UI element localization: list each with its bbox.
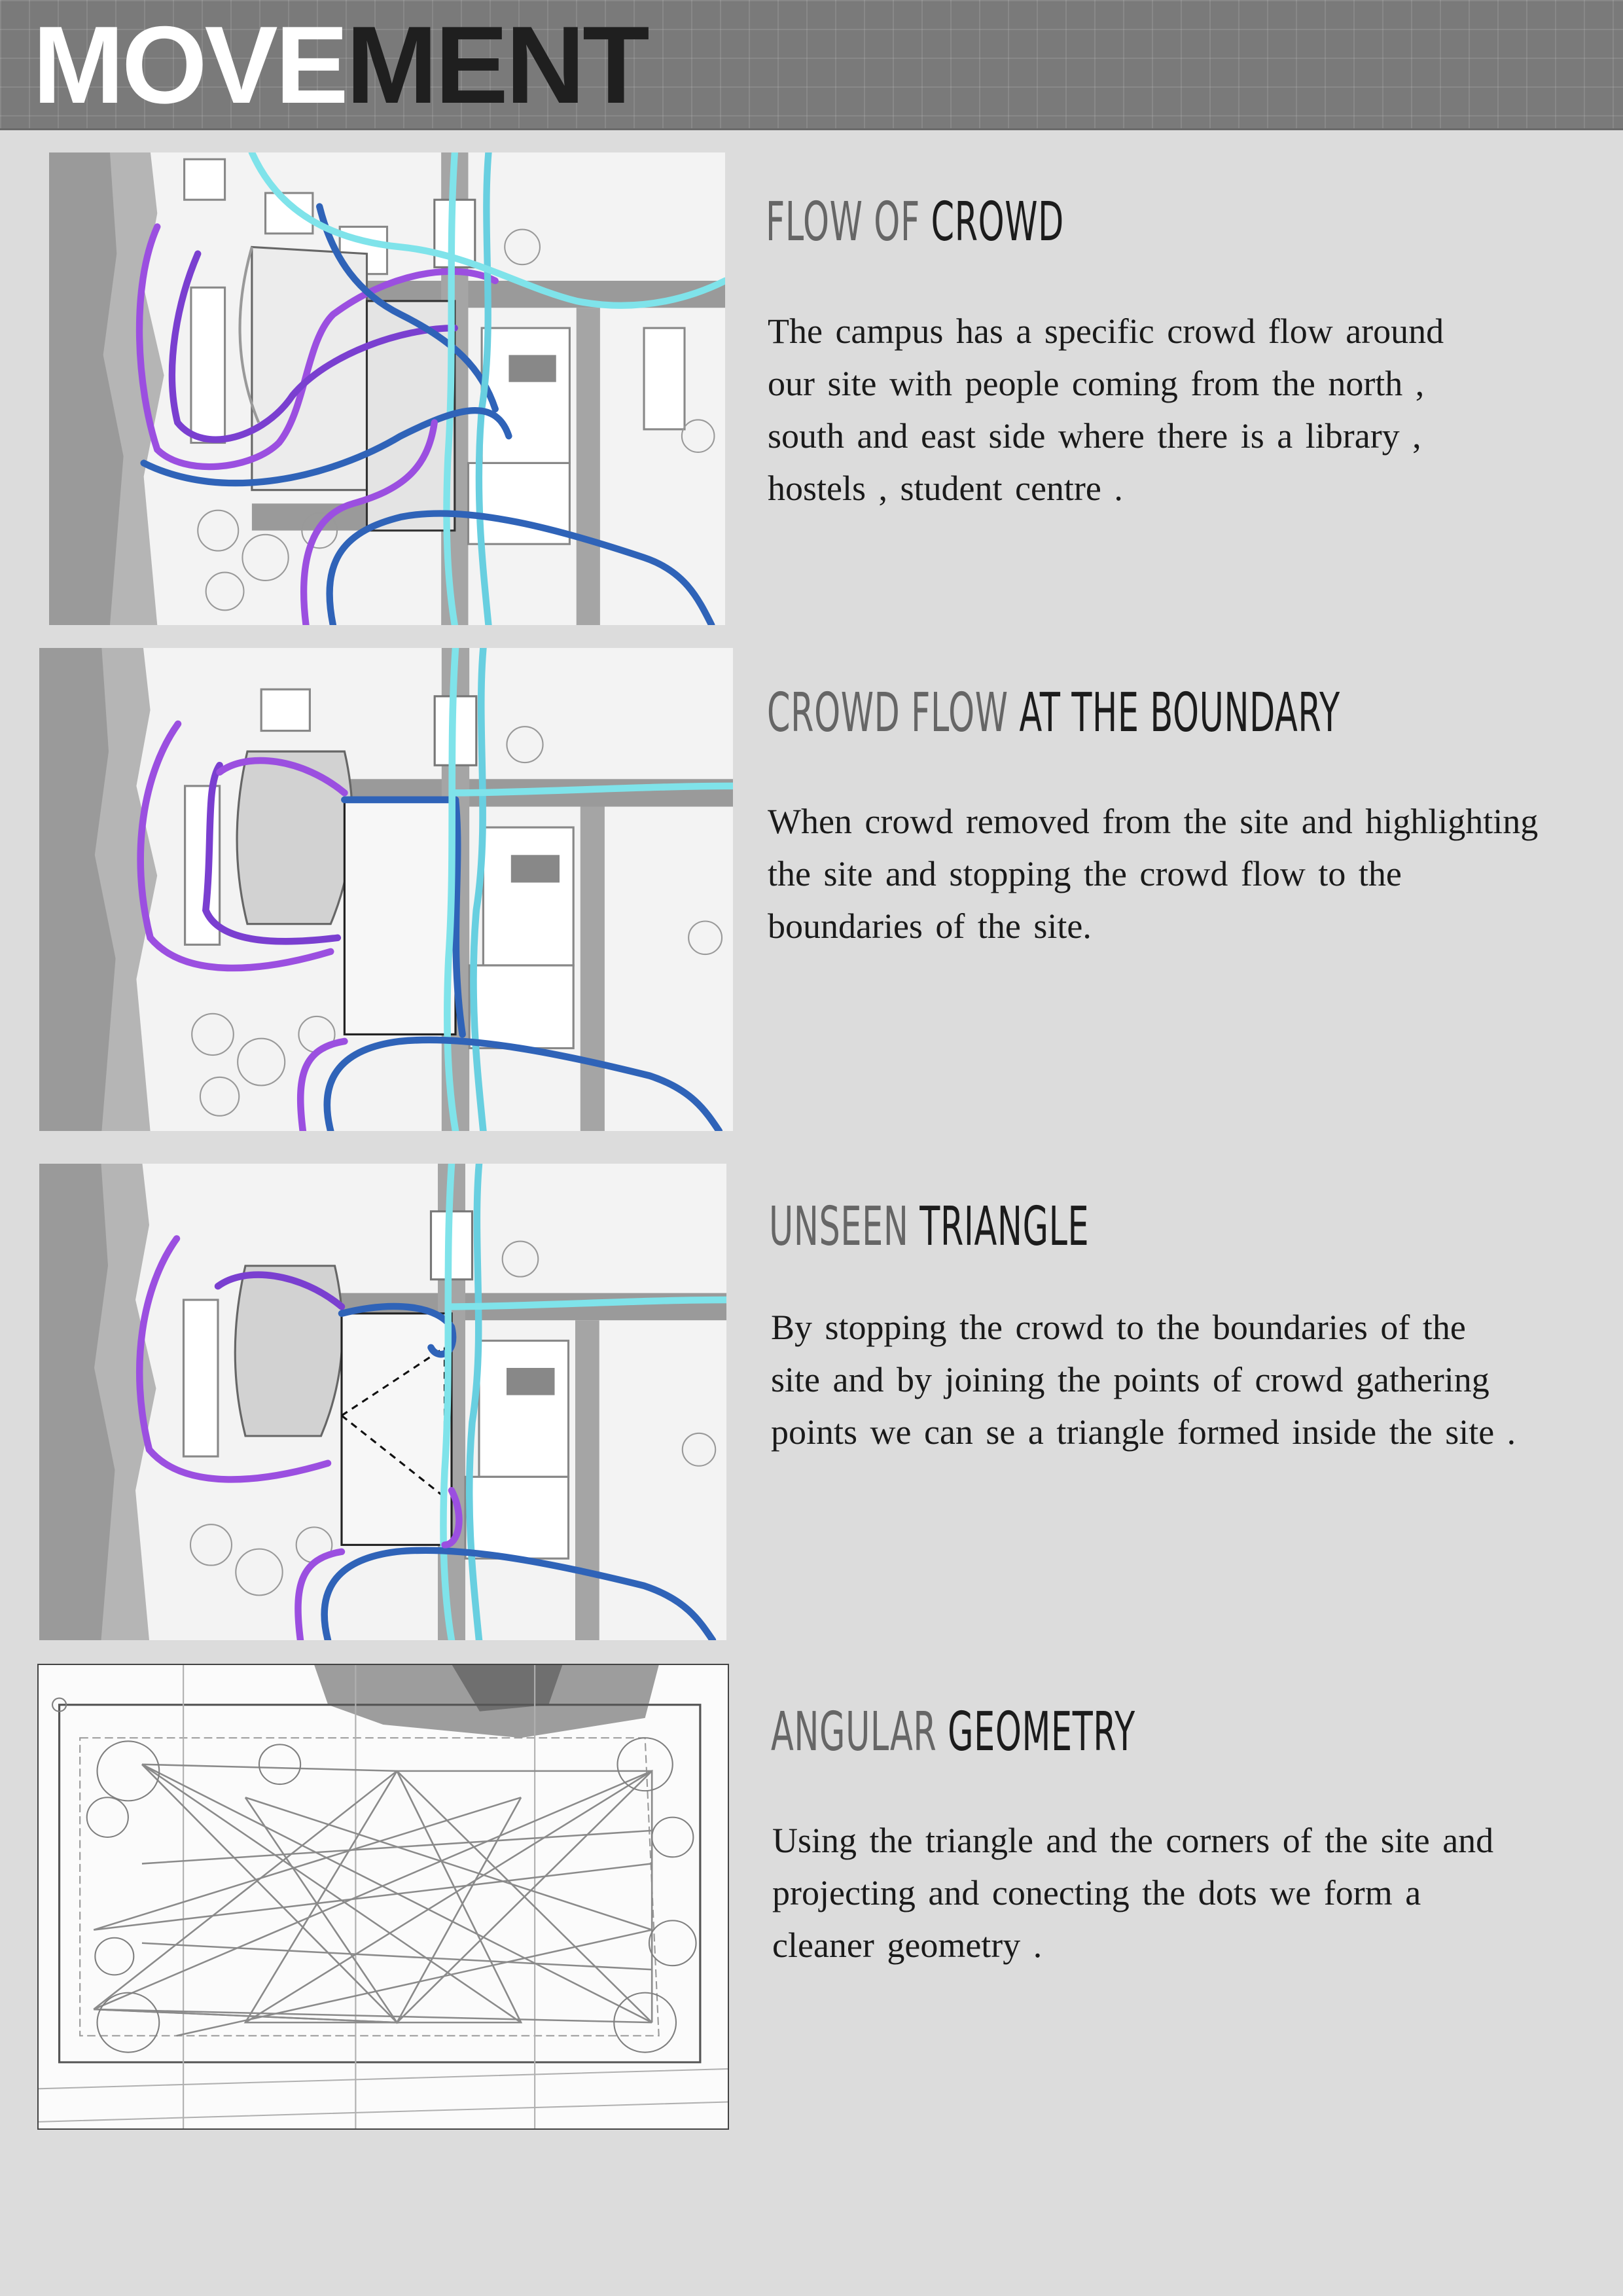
- section-heading-unseen-triangle: [769, 1194, 1089, 1260]
- section-text-unseen-triangle: [771, 1301, 1589, 1458]
- section-heading-angular-geometry: [771, 1700, 1135, 1765]
- text-line: By stopping the crowd to the boundaries of the: [771, 1308, 1466, 1347]
- heading-light-part: FLOW OF: [766, 191, 931, 253]
- section-text-flow-of-crowd: [768, 305, 1586, 514]
- text-line: boundaries of the site.: [768, 906, 1092, 946]
- site-plan-boundary-flow: [39, 648, 733, 1131]
- site-plan-drawing: [39, 648, 733, 1131]
- heading-light-part: ANGULAR: [771, 1701, 948, 1763]
- text-line: site and by joining the points of crowd gathering: [771, 1360, 1489, 1399]
- site-plan-drawing: [39, 1164, 726, 1640]
- text-line: points we can se a triangle formed inside the site .: [771, 1412, 1516, 1452]
- site-plan-crowd-flow: [49, 152, 725, 625]
- title-dark-part: MENT: [346, 3, 647, 126]
- heading-dark-part: TRIANGLE: [919, 1196, 1090, 1258]
- text-line: Using the triangle and the corners of the site and: [772, 1821, 1494, 1860]
- text-line: the site and stopping the crowd flow to the: [768, 854, 1402, 893]
- text-line: hostels , student centre .: [768, 469, 1123, 508]
- heading-light-part: UNSEEN: [769, 1196, 920, 1258]
- text-line: The campus has a specific crowd flow around: [768, 312, 1444, 351]
- text-line: When crowd removed from the site and highlighting: [768, 802, 1539, 841]
- text-line: projecting and conecting the dots we form a: [772, 1873, 1421, 1912]
- section-heading-flow-of-crowd: [766, 190, 1064, 255]
- heading-dark-part: AT THE BOUNDARY: [1019, 682, 1340, 744]
- section-heading-crowd-flow-boundary: [767, 681, 1340, 746]
- heading-dark-part: GEOMETRY: [948, 1701, 1135, 1763]
- text-line: south and east side where there is a library ,: [768, 416, 1421, 456]
- geometry-drawing: [39, 1665, 728, 2128]
- page-title: [33, 3, 647, 127]
- section-text-angular-geometry: [772, 1814, 1590, 1971]
- section-text-crowd-flow-boundary: [768, 795, 1586, 952]
- site-plan-angular-geometry: [37, 1664, 729, 2130]
- text-line: cleaner geometry .: [772, 1926, 1043, 1965]
- text-line: our site with people coming from the north ,: [768, 364, 1425, 403]
- header-banner: [0, 0, 1623, 130]
- site-plan-unseen-triangle: [39, 1164, 726, 1640]
- title-light-part: MOVE: [33, 3, 346, 126]
- heading-dark-part: CROWD: [931, 191, 1064, 253]
- heading-light-part: CROWD FLOW: [767, 682, 1020, 744]
- site-plan-drawing: [49, 152, 725, 625]
